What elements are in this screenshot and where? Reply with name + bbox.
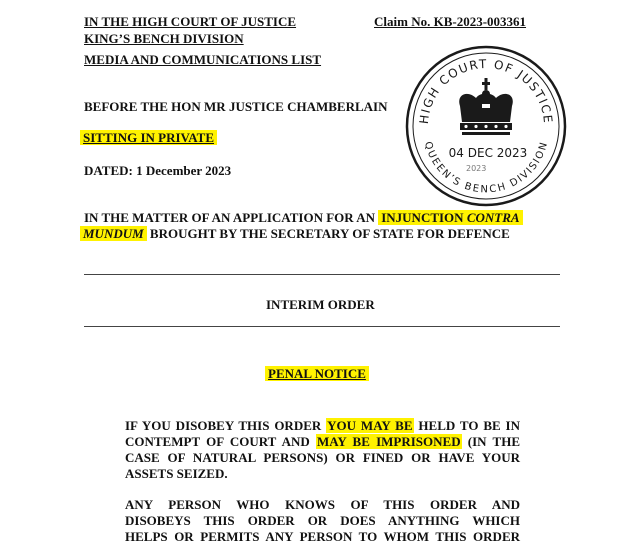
para1-text-2b: (IN THE: [461, 434, 520, 449]
para1-line-2: [125, 434, 520, 450]
matter-highlight-mundum: [80, 226, 147, 241]
stamp-bottom-text: QUEEN’S BENCH DIVISION: [421, 140, 551, 196]
para2-line-1: ANY PERSON WHO KNOWS OF THIS ORDER AND: [125, 497, 520, 512]
para1-highlight-may-be: YOU MAY BE: [327, 418, 413, 433]
divider-bottom: [84, 326, 560, 327]
matter-injunction: INJUNCTION: [381, 210, 464, 225]
divider-top: [84, 274, 560, 275]
para1-text-1b: HELD TO BE IN: [413, 418, 520, 433]
para1-line-3: CASE OF NATURAL PERSONS) OR FINED OR HAVE YOUR: [125, 450, 520, 465]
para1-highlight-imprisoned: MAY BE IMPRISONED: [316, 434, 461, 449]
matter-mundum: MUNDUM: [83, 226, 144, 241]
matter-line-2: [80, 226, 510, 242]
stamp-top-text: HIGH COURT OF JUSTICE: [416, 56, 556, 125]
penal-paragraph-1: [125, 418, 520, 482]
court-name: IN THE HIGH COURT OF JUSTICE: [84, 14, 297, 29]
judge-line: BEFORE THE HON MR JUSTICE CHAMBERLAIN: [84, 99, 388, 114]
para1-line-4: ASSETS SEIZED.: [125, 466, 228, 481]
penal-paragraph-2: [125, 497, 520, 545]
matter-text-2b: BROUGHT BY THE SECRETARY OF STATE FOR DEFENCE: [146, 226, 510, 241]
sitting-line: [80, 130, 217, 146]
matter-highlight-injunction: [378, 210, 522, 225]
para1-text-2a: CONTEMPT OF COURT AND: [125, 434, 316, 449]
order-title: INTERIM ORDER: [266, 297, 375, 312]
stamp-date: 04 DEC 2023: [448, 146, 528, 160]
list-name: MEDIA AND COMMUNICATIONS LIST: [84, 52, 322, 67]
para2-line-3: HELPS OR PERMITS ANY PERSON TO WHOM THIS ORDER: [125, 529, 520, 544]
para1-line-1: [125, 418, 520, 434]
claim-number: Claim No. KB-2023-003361: [374, 14, 527, 29]
matter-contra: CONTRA: [466, 210, 520, 225]
matter-text-1a: IN THE MATTER OF AN APPLICATION FOR AN: [84, 210, 379, 225]
division-name: KING’S BENCH DIVISION: [84, 31, 244, 46]
sitting-text: SITTING IN PRIVATE: [80, 130, 217, 145]
court-seal-stamp: [404, 44, 568, 208]
dated-line: DATED: 1 December 2023: [84, 163, 232, 178]
penal-notice-line: [265, 366, 369, 382]
matter-line-1: [84, 210, 523, 226]
stamp-year: 2023: [466, 164, 487, 173]
para1-text-1a: IF YOU DISOBEY THIS ORDER: [125, 418, 327, 433]
para2-line-2: DISOBEYS THIS ORDER OR DOES ANYTHING WHICH: [125, 513, 520, 528]
penal-notice: PENAL NOTICE: [265, 366, 369, 381]
